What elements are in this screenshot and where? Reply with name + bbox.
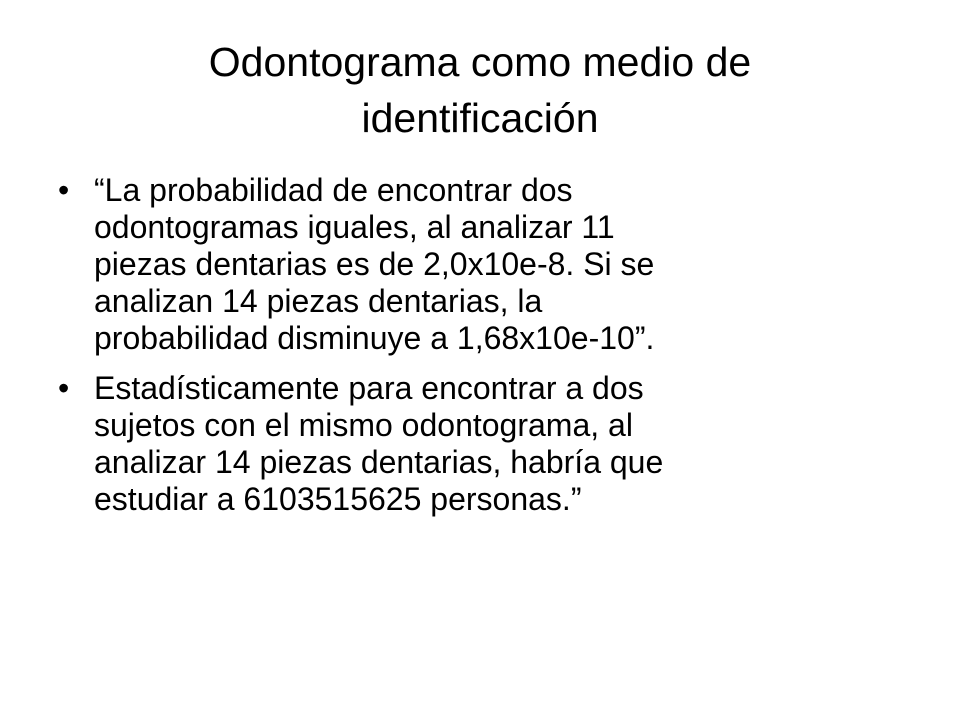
bullet-text	[94, 172, 918, 357]
bullet-line: sujetos con el mismo odontograma, al	[94, 407, 633, 443]
bullet-line: piezas dentarias es de 2,0x10e-8. Si se	[94, 246, 655, 282]
bullet-text	[94, 370, 918, 518]
bullet-line: odontogramas iguales, al analizar 11	[94, 209, 615, 245]
title-line: Odontograma como medio de	[208, 39, 752, 85]
bullet-line: analizar 14 piezas dentarias, habría que	[94, 444, 664, 480]
bullet-icon: •	[58, 370, 70, 406]
bullet-item-probability	[58, 172, 918, 357]
bullet-list	[58, 172, 918, 531]
slide-title	[60, 34, 900, 146]
bullet-icon: •	[58, 172, 70, 208]
bullet-item-statistics	[58, 370, 918, 518]
bullet-line: analizan 14 piezas dentarias, la	[94, 283, 543, 319]
title-line: identificación	[361, 95, 599, 141]
bullet-line: “La probabilidad de encontrar dos	[94, 172, 573, 208]
bullet-line: probabilidad disminuye a 1,68x10e-10”.	[94, 320, 655, 356]
bullet-line: estudiar a 6103515625 personas.”	[94, 481, 582, 517]
bullet-line: Estadísticamente para encontrar a dos	[94, 370, 644, 406]
